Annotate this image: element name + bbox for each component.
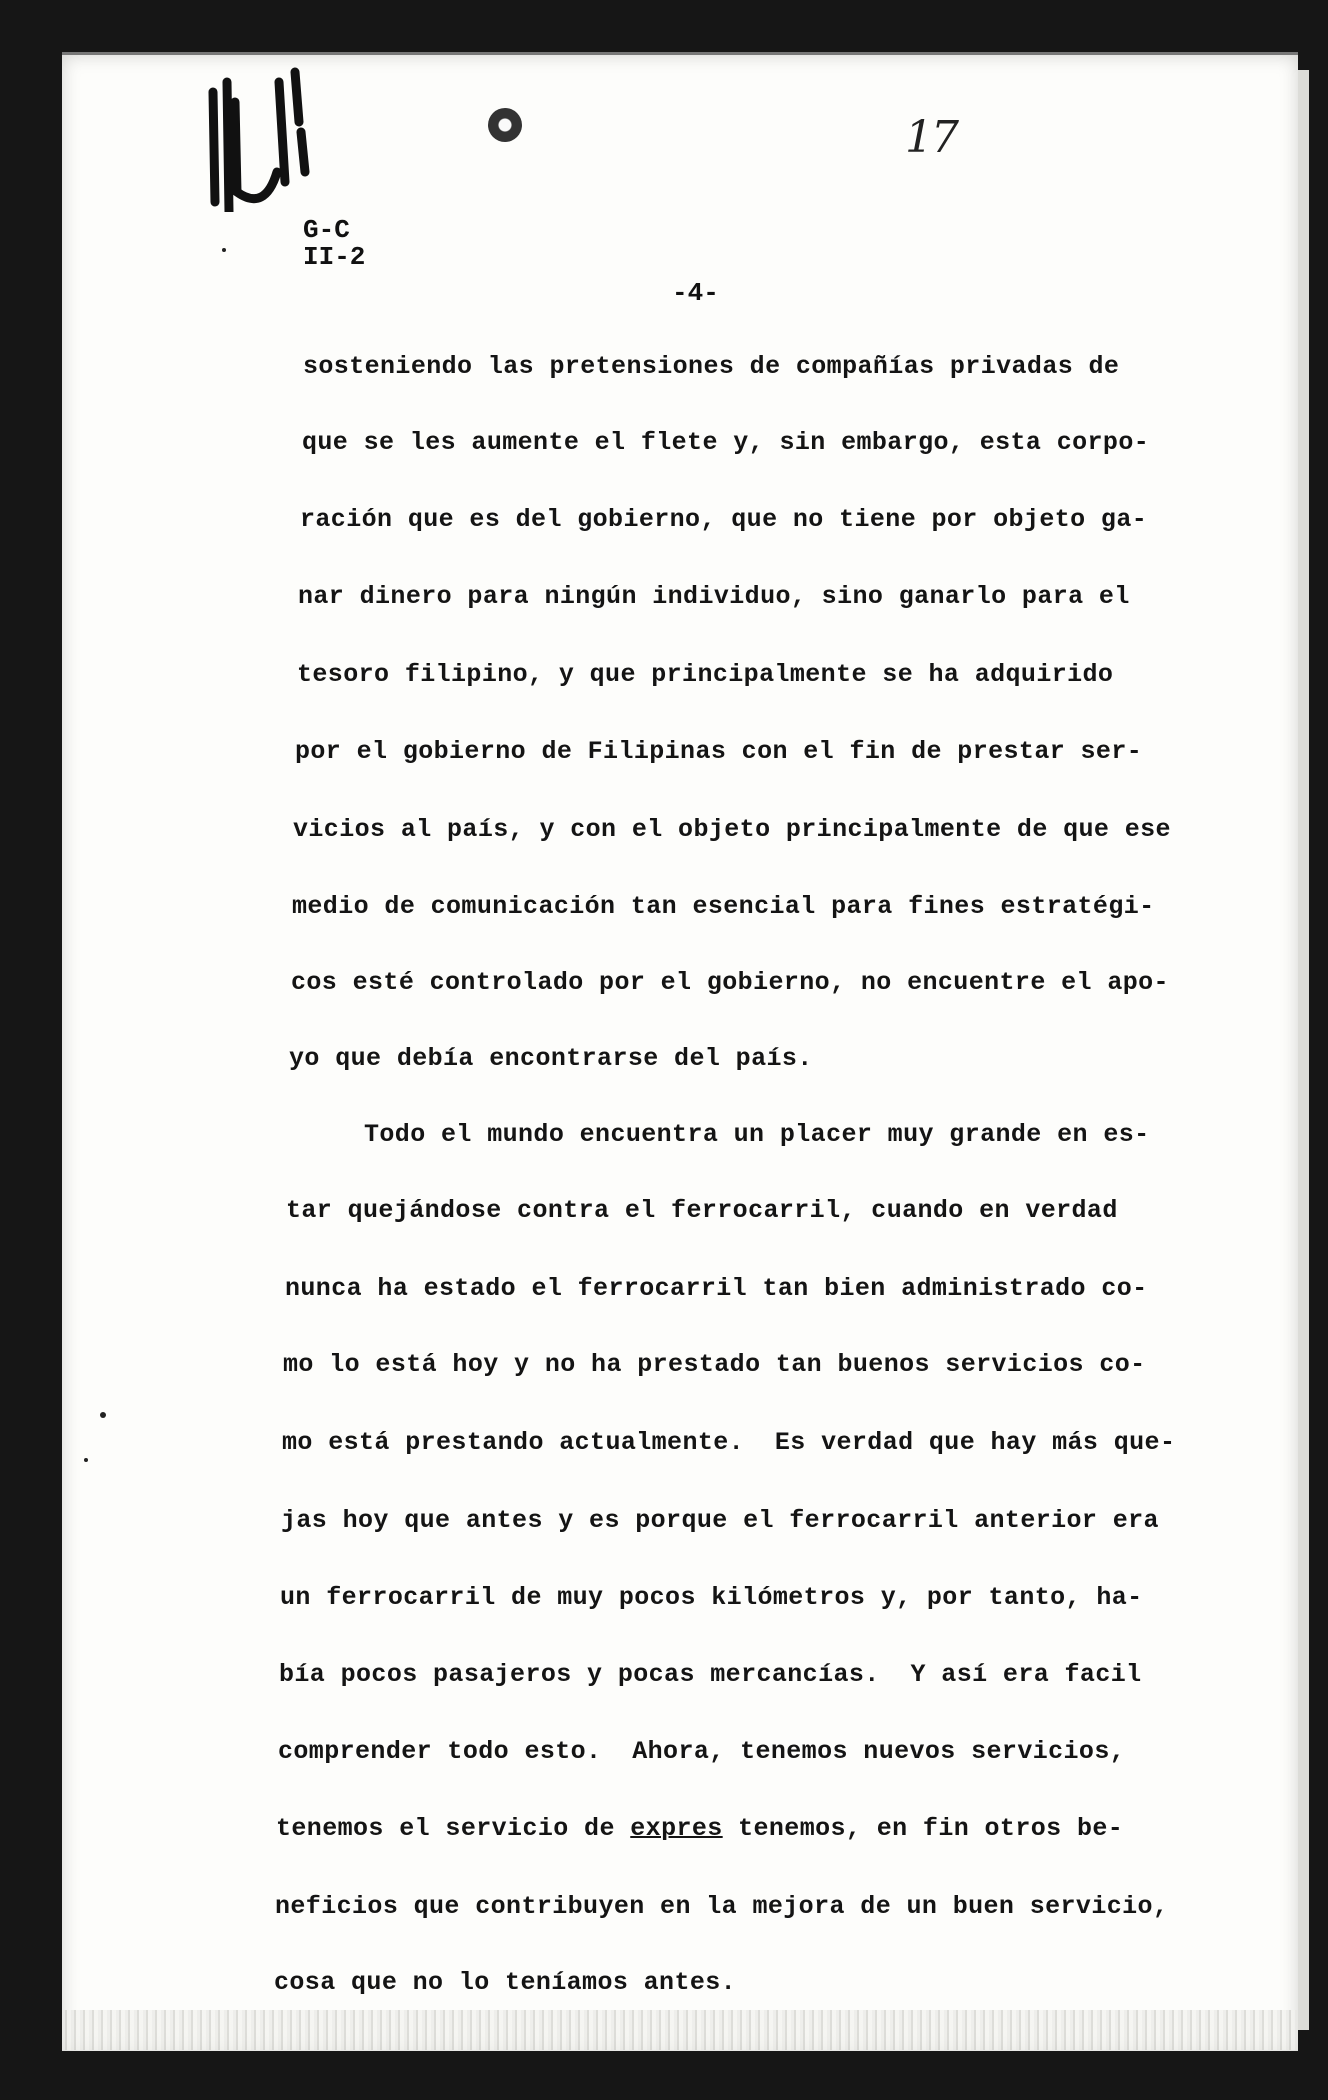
text-line: jas hoy que antes y es porque el ferrocarril anterior era [281, 1506, 1159, 1535]
text-line [276, 1814, 1123, 1843]
text-line: comprender todo esto. Ahora, tenemos nuevos servicios, [278, 1737, 1126, 1766]
text-line: mo está prestando actualmente. Es verdad que hay más que- [282, 1428, 1176, 1457]
scan-speck [222, 248, 226, 252]
text-line-end: tenemos, en fin otros be- [722, 1814, 1124, 1843]
text-line: que se les aumente el flete y, sin embargo, esta corpo- [302, 428, 1150, 457]
text-line: tesoro filipino, y que principalmente se ha adquirido [297, 660, 1114, 689]
text-line: yo que debía encontrarse del país. [289, 1044, 813, 1073]
text-line: cos esté controlado por el gobierno, no encuentre el apo- [291, 968, 1169, 997]
ink-stamp-mark [205, 62, 315, 212]
handwritten-page-number: 17 [905, 112, 957, 163]
text-line: nunca ha estado el ferrocarril tan bien administrado co- [285, 1274, 1148, 1303]
underlined-word: expres [630, 1814, 723, 1843]
text-line: un ferrocarril de muy pocos kilómetros y, por tanto, ha- [280, 1583, 1143, 1612]
text-line: medio de comunicación tan esencial para fines estratégi- [292, 892, 1155, 921]
text-line: Todo el mundo encuentra un placer muy grande en es- [364, 1120, 1150, 1149]
scan-speck [84, 1458, 88, 1462]
reference-code-line: II-2 [303, 242, 366, 272]
text-line: vicios al país, y con el objeto principalmente de que ese [293, 815, 1171, 844]
text-line: bía pocos pasajeros y pocas mercancías. Y así era facil [279, 1660, 1142, 1689]
paper-bottom-edge [62, 2010, 1298, 2050]
text-line: nar dinero para ningún individuo, sino ganarlo para el [298, 582, 1130, 611]
text-line: cosa que no lo teníamos antes. [274, 1968, 737, 1997]
page-number: -4- [672, 278, 719, 308]
text-line: mo lo está hoy y no ha prestado tan buenos servicios co- [283, 1350, 1146, 1379]
punch-hole [488, 108, 522, 142]
text-line: sosteniendo las pretensiones de compañías privadas de [303, 352, 1120, 381]
text-line: por el gobierno de Filipinas con el fin de prestar ser- [295, 737, 1143, 766]
text-line: ración que es del gobierno, que no tiene por objeto ga- [300, 505, 1148, 534]
text-line-start: tenemos el servicio de [276, 1814, 631, 1843]
text-line: tar quejándose contra el ferrocarril, cuando en verdad [286, 1196, 1118, 1225]
reference-code-line: G-C [303, 215, 350, 245]
text-line: neficios que contribuyen en la mejora de un buen servicio, [275, 1892, 1169, 1921]
scan-speck [100, 1412, 106, 1418]
